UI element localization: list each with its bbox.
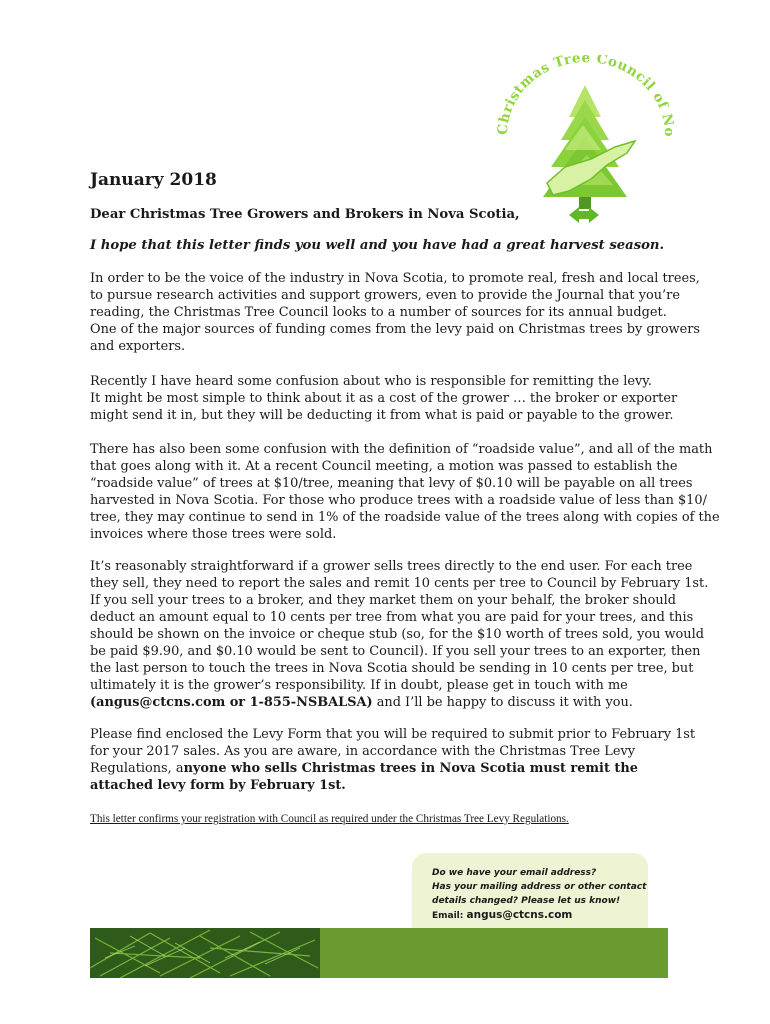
intro-line: I hope that this letter finds you well and you have had a great harvest season. — [90, 238, 665, 253]
evergreen-branches-image — [90, 928, 668, 978]
contact-callout-text: Do we have your email address? Has your mailing address or other contact details changed? Please let us know! Email: angus@ctcns.com — [432, 868, 647, 921]
council-logo — [495, 55, 675, 230]
contact-info[interactable]: (angus@ctcns.com or 1-855-NSBALSA) — [90, 695, 373, 710]
paragraph-roadside-value: There has also been some confusion with the definition of “roadside value”, and all of the math that goes along with it. At a recent Council meeting, a motion was passed to establish the “roadside value” of trees at $10/tree, meaning that levy of $0.10 will be payable on all trees harvested in Nova Scotia. For those who produce trees with a roadside value of less than $10/ tree, they may continue to send in 1% of the roadside value of the trees along with copies of the invoices where those trees were sold. — [90, 442, 720, 542]
paragraph-levy-form: Please find enclosed the Levy Form that you will be required to submit prior to February 1st for your 2017 sales. As you are aware, in accordance with the Christmas Tree Levy Regulations, anyone who sells Christmas trees in Nova Scotia must remit the attached levy form by February 1st. — [90, 727, 696, 793]
registration-confirmation: This letter confirms your registration with Council as required under the Christmas Tree Levy Regulations. — [90, 813, 569, 825]
paragraph-levy-responsibility: Recently I have heard some confusion about who is responsible for remitting the levy. It might be most simple to think about it as a cost of the grower … the broker or exporter might send it in, but they will be deducting it from what is paid or payable to the grower. — [90, 374, 678, 423]
recycle-icon — [569, 207, 599, 223]
salutation: Dear Christmas Tree Growers and Brokers in Nova Scotia, — [90, 207, 520, 222]
footer-evergreen-banner — [90, 928, 668, 978]
paragraph-funding: In order to be the voice of the industry in Nova Scotia, to promote real, fresh and local trees, to pursue research activities and support growers, even to provide the Journal that you’re reading, the Christmas Tree Council looks to a number of sources for its annual budget. One of the major sources of funding comes from the levy paid on Christmas trees by growers and exporters. — [90, 271, 700, 354]
logo-arc-text: Christmas Tree Council of N — [495, 55, 675, 136]
callout-email-link[interactable]: angus@ctcns.com — [466, 909, 573, 921]
paragraph-remittance: It’s reasonably straightforward if a grower sells trees directly to the end user. For each tree they sell, they need to report the sales and remit 10 cents per tree to Council by February 1st. If you sell your trees to a broker, and they market them on your behalf, the broker should deduct an amount equal to 10 cents per tree from what you are paid for your trees, and this should be shown on the invoice or cheque stub (so, for the $10 worth of trees sold, you would be paid $9.90, and $0.10 would be sent to Council). If you sell your trees to an exporter, then the last person to touch the trees in Nova Scotia should be sending in 10 cents per tree, but ultimately it is the grower’s responsibility. If in doubt, please get in touch with me (angus@ctcns.com or 1-855-NSBALSA) and I’ll be happy to discuss it with you. — [90, 559, 709, 710]
letter-date: January 2018 — [90, 170, 217, 190]
